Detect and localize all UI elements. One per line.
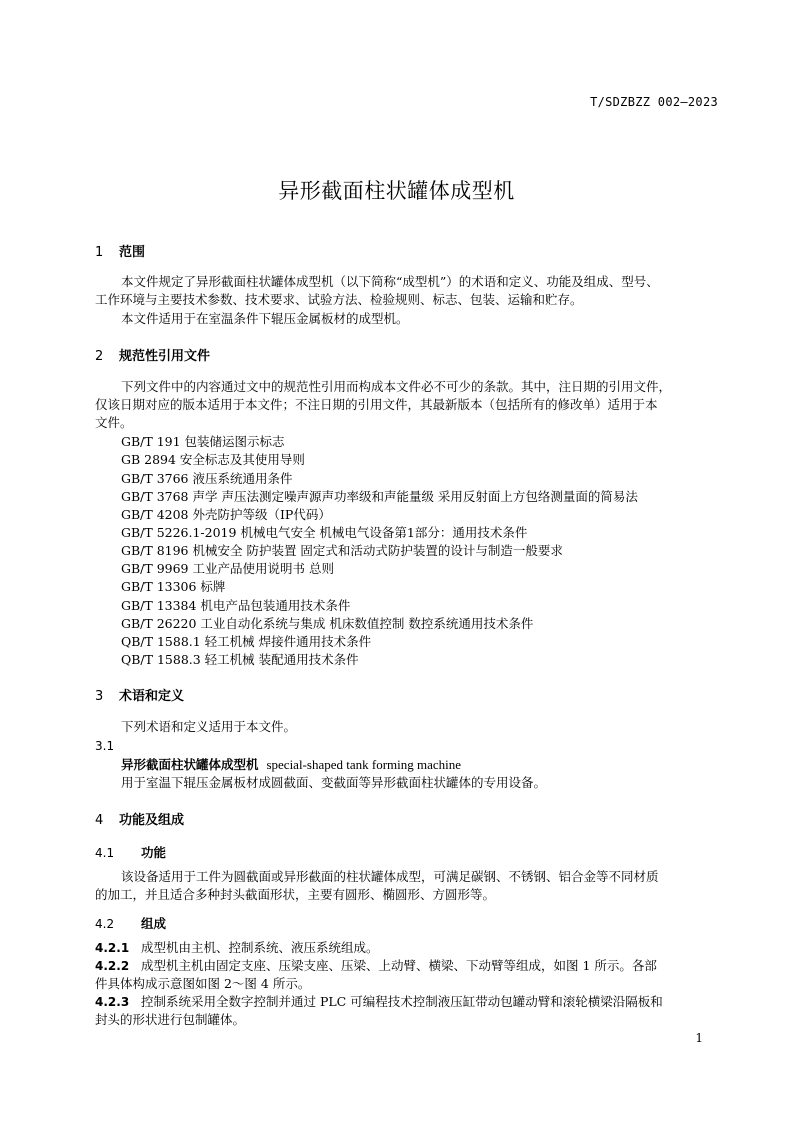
reference-item: QB/T 1588.3 轻工机械 装配通用技术条件 — [121, 652, 359, 667]
clause-text: 控制系统采用全数字控制并通过 PLC 可编程技术控制液压缸带动包罐动臂和滚轮横梁沿隔板和 — [141, 994, 663, 1009]
function-paragraph-line-2: 的加工，并且适合多种封头截面形状，主要有圆形、椭圆形、方圆形等。 — [95, 887, 496, 902]
section-title: 术语和定义 — [119, 689, 185, 704]
section-number: 4 — [95, 813, 104, 828]
clause-4-2-1 — [95, 939, 379, 957]
document-title: 异形截面柱状罐体成型机 — [278, 179, 515, 203]
section-title: 范围 — [119, 245, 146, 260]
reference-item: GB/T 3766 液压系统通用条件 — [121, 471, 293, 486]
terms-intro: 下列术语和定义适用于本文件。 — [121, 719, 297, 734]
reference-item: GB/T 13306 标牌 — [121, 579, 226, 594]
reference-item: GB/T 4208 外壳防护等级（IP代码） — [121, 507, 331, 522]
reference-item: GB/T 191 包装储运图示标志 — [121, 434, 285, 449]
clause-4-2-3-line-1 — [95, 993, 663, 1011]
term-definition: 用于室温下辊压金属板材成圆截面、变截面等异形截面柱状罐体的专用设备。 — [121, 775, 547, 790]
refs-intro-line-3: 文件。 — [95, 415, 133, 430]
section-number: 2 — [95, 349, 104, 364]
reference-item: GB/T 3768 声学 声压法测定噪声源声功率级和声能量级 采用反射面上方包络测量面的简易法 — [121, 489, 638, 504]
clause-text: 成型机由主机、控制系统、液压系统组成。 — [141, 940, 379, 955]
reference-item: GB/T 9969 工业产品使用说明书 总则 — [121, 561, 334, 576]
scope-paragraph-line-1: 本文件规定了异形截面柱状罐体成型机（以下简称“成型机”）的术语和定义、功能及组成、型号、 — [121, 274, 659, 289]
clause-4-2-2-line-1 — [95, 957, 657, 975]
scope-paragraph-line-2: 工作环境与主要技术参数、技术要求、试验方法、检验规则、标志、包装、运输和贮存。 — [95, 292, 583, 307]
subsection-4-1-heading — [95, 843, 166, 861]
refs-intro-line-1: 下列文件中的内容通过文中的规范性引用而构成本文件必不可少的条款。其中，注日期的引用文件， — [121, 379, 672, 394]
function-paragraph-line-1: 该设备适用于工件为圆截面或异形截面的柱状罐体成型，可满足碳钢、不锈钢、铝合金等不同材质 — [121, 869, 659, 884]
clause-text: 成型机主机由固定支座、压梁支座、压梁、上动臂、横梁、下动臂等组成，如图 1 所示。各部 — [141, 958, 657, 973]
standard-code: T/SDZBZZ 002—2023 — [590, 95, 718, 109]
term-number: 3.1 — [95, 739, 115, 753]
term-english: special-shaped tank forming machine — [266, 757, 462, 772]
clause-number: 4.2.1 — [95, 941, 130, 955]
reference-item: GB/T 13384 机电产品包装通用技术条件 — [121, 598, 351, 613]
section-4-heading — [95, 809, 184, 828]
reference-item: GB 2894 安全标志及其使用导则 — [121, 452, 305, 467]
section-2-heading — [95, 345, 210, 364]
clause-4-2-2-line-2: 件具体构成示意图如图 2～图 4 所示。 — [95, 976, 311, 991]
clause-number: 4.2.2 — [95, 959, 130, 973]
subsection-4-2-heading — [95, 914, 166, 932]
clause-number: 4.2.3 — [95, 995, 130, 1009]
section-number: 3 — [95, 689, 104, 704]
term-chinese: 异形截面柱状罐体成型机 — [121, 757, 259, 772]
section-3-heading — [95, 685, 184, 704]
refs-intro-line-2: 仅该日期对应的版本适用于本文件；不注日期的引用文件，其最新版本（包括所有的修改单）适用于本 — [95, 397, 658, 412]
section-title: 功能及组成 — [119, 813, 185, 828]
scope-paragraph-2: 本文件适用于在室温条件下辊压金属板材的成型机。 — [121, 311, 409, 326]
reference-item: GB/T 26220 工业自动化系统与集成 机床数值控制 数控系统通用技术条件 — [121, 616, 534, 631]
subsection-title: 组成 — [141, 916, 167, 931]
subsection-number: 4.1 — [95, 846, 115, 860]
section-1-heading — [95, 241, 145, 260]
reference-item: GB/T 5226.1-2019 机械电气安全 机械电气设备第1部分：通用技术条件 — [121, 525, 528, 540]
page-number: 1 — [695, 1031, 703, 1045]
reference-item: QB/T 1588.1 轻工机械 焊接件通用技术条件 — [121, 634, 372, 649]
section-title: 规范性引用文件 — [119, 349, 211, 364]
subsection-number: 4.2 — [95, 917, 115, 931]
term-entry — [121, 756, 461, 773]
subsection-title: 功能 — [141, 845, 167, 860]
reference-item: GB/T 8196 机械安全 防护装置 固定式和活动式防护装置的设计与制造一般要求 — [121, 543, 563, 558]
clause-4-2-3-line-2: 封头的形状进行包制罐体。 — [95, 1012, 246, 1027]
section-number: 1 — [95, 245, 104, 260]
